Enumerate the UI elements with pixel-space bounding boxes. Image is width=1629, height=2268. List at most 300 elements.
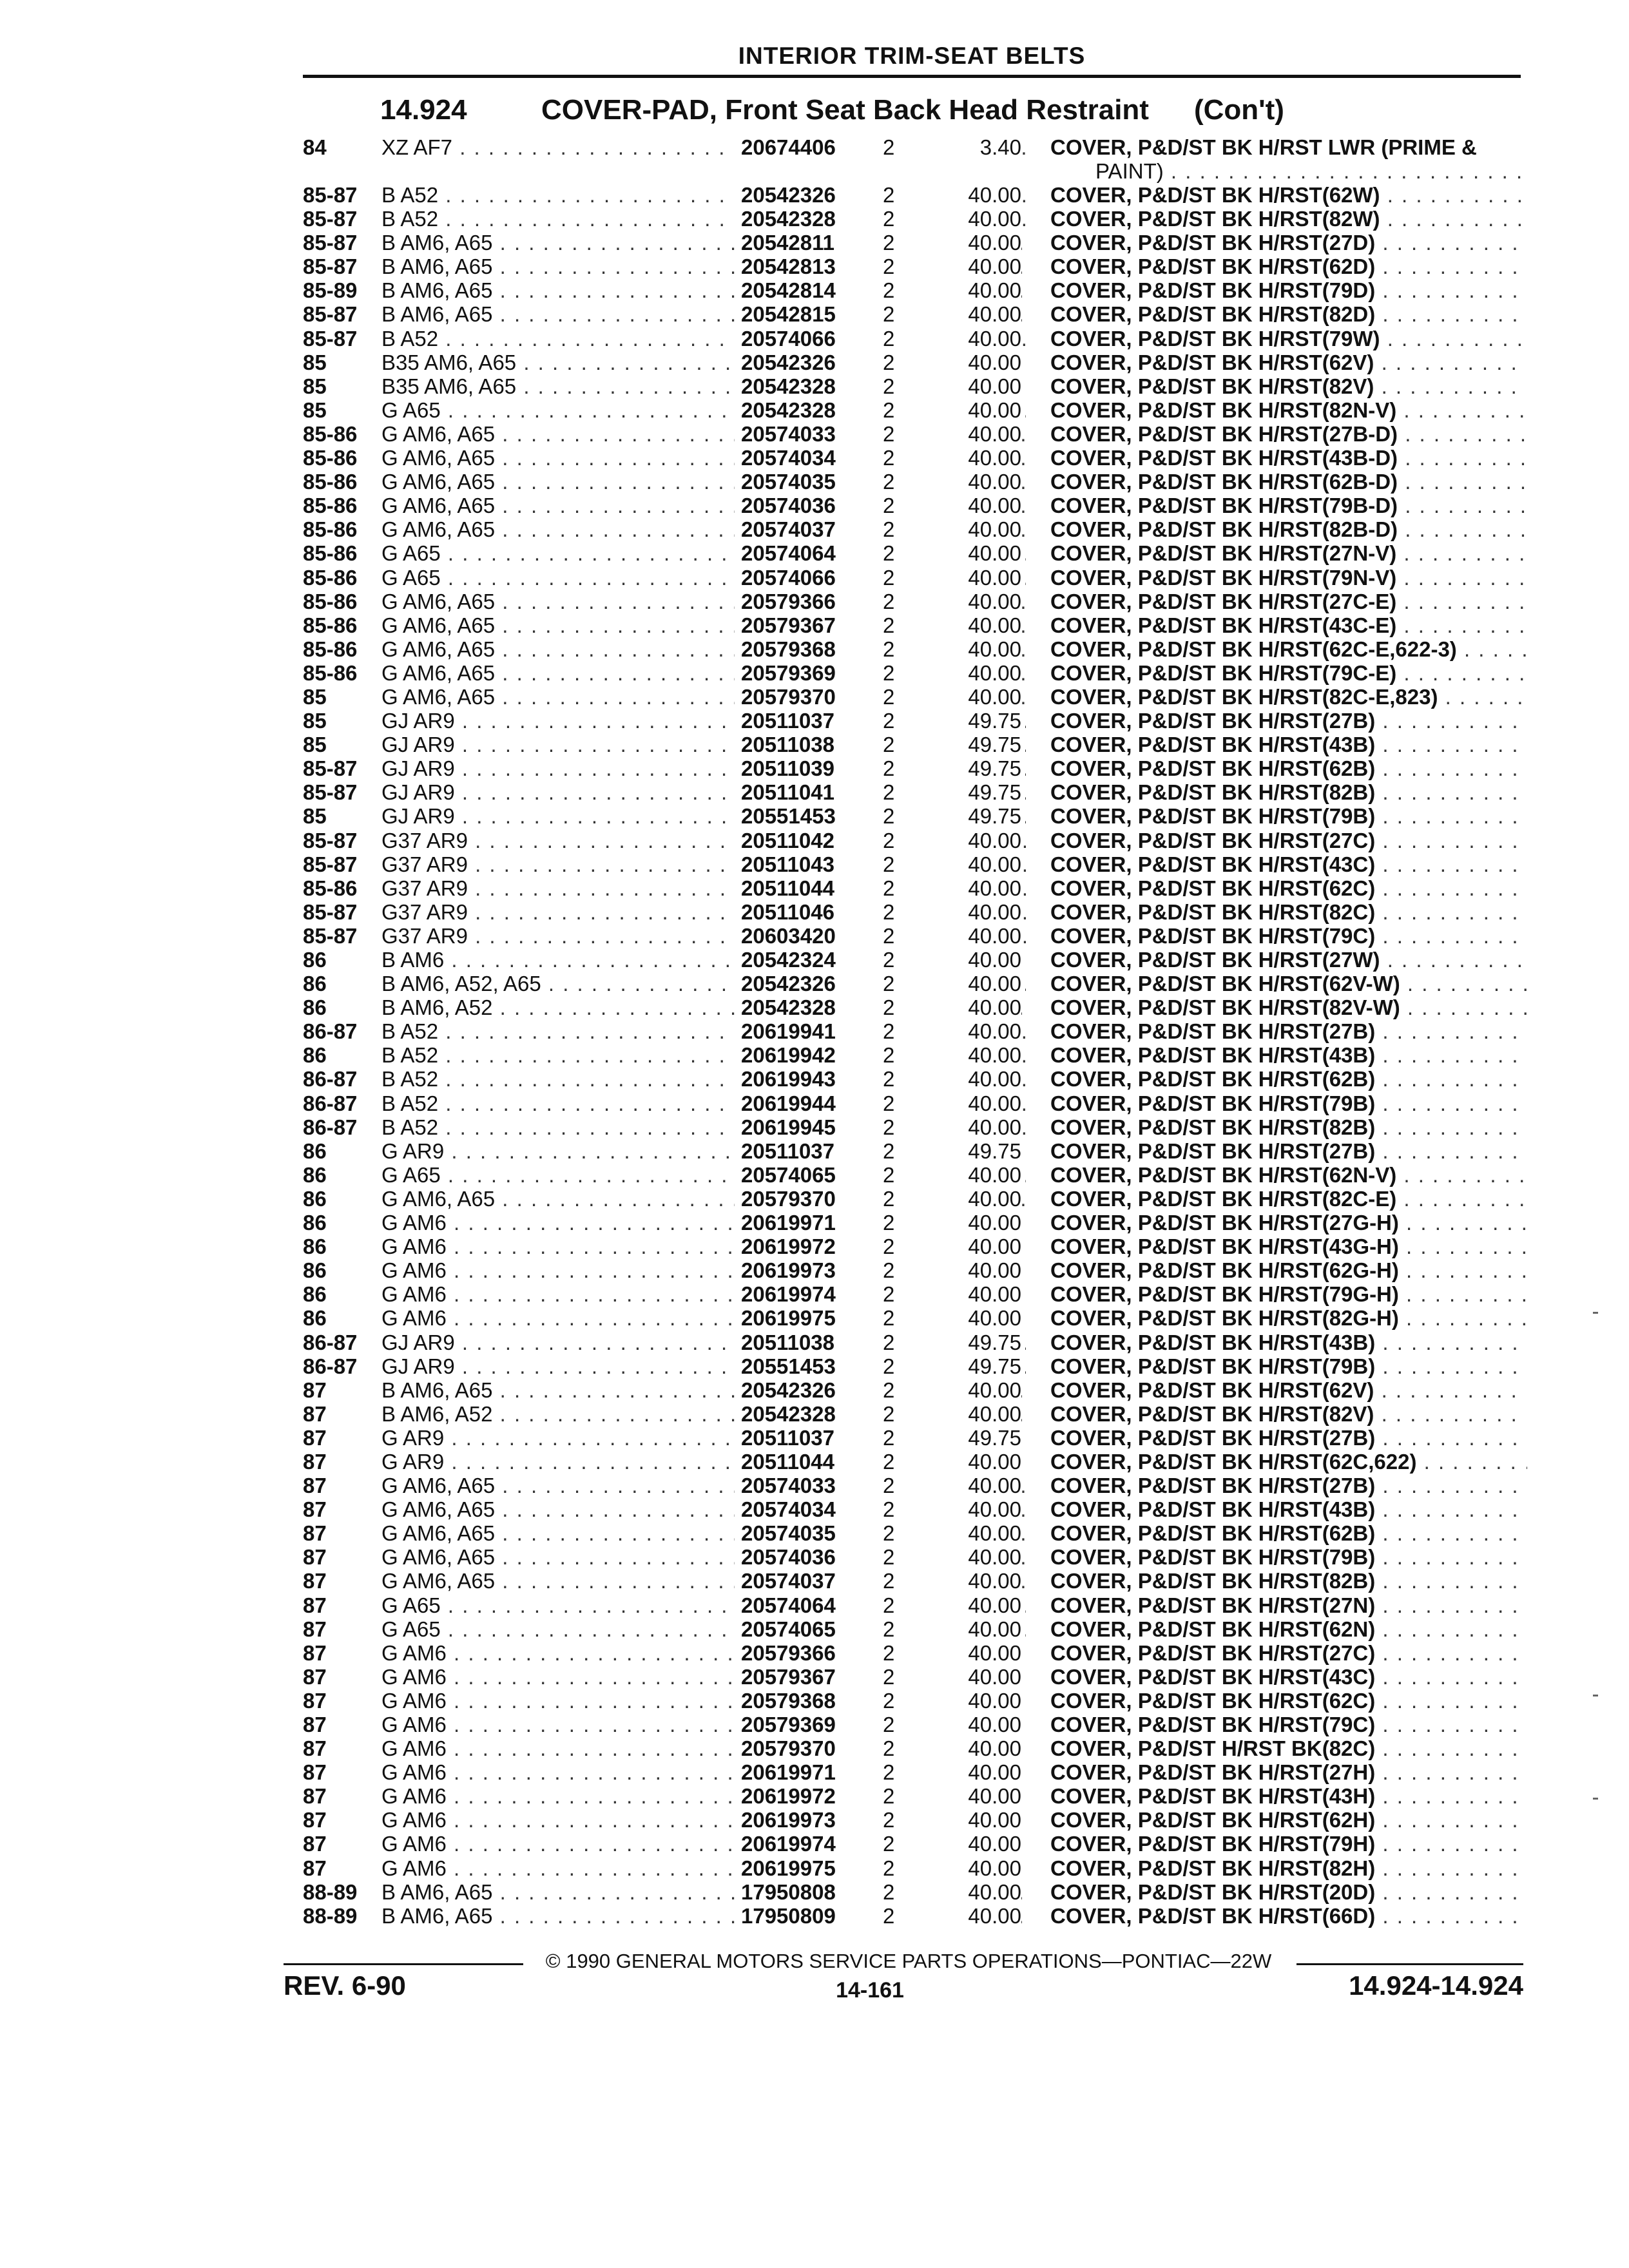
table-row [303,948,1527,972]
model-cell: G AM6 . . . [381,1282,1026,1306]
part-number-cell: 20579367 [735,613,934,637]
description-cell [1050,1689,1527,1713]
description-cell [1050,1880,1527,1904]
quantity-cell: 2 [883,804,921,828]
price-cell: 40.00 [934,900,1021,924]
table-row [303,1306,1527,1330]
section-continued: (Con't) [1193,94,1284,126]
model-cell: G AM6 . . . [381,1713,1026,1736]
table-row [303,1593,1527,1617]
model-cell: G AR9 . . . [381,1450,1026,1474]
description-text: COVER, P&D/ST BK H/RST(27W) [1050,948,1380,972]
year-cell: 85-86 [303,421,358,446]
description-cell [1050,995,1527,1019]
part-number-cell: 20619943 [735,1067,934,1091]
quantity-cell: 2 [883,494,921,517]
description-cell [1050,374,1527,398]
year-cell: 86 [303,1306,327,1331]
description-cell [1050,900,1527,924]
year-cell: 85 [303,804,327,829]
year-cell: 87 [303,1784,327,1809]
table-row [303,327,1527,351]
price-cell: 40.00 [934,1474,1021,1497]
quantity-cell: 2 [883,327,921,351]
table-row [303,685,1527,709]
description-text: COVER, P&D/ST BK H/RST LWR (PRIME & [1050,135,1477,159]
table-row [303,255,1527,278]
part-number-cell: 20574037 [735,1569,934,1593]
part-number-cell: 20619974 [735,1282,934,1306]
price-cell: 40.00 [934,517,1021,541]
model-cell: GJ AR9 . . . [381,780,1026,804]
section-heading: COVER-PAD, Front Seat Back Head Restraint [541,94,1149,126]
price-cell: 40.00 [934,541,1021,565]
price-cell: 49.75 [934,709,1021,733]
table-row [303,637,1527,661]
table-row [303,1641,1527,1665]
table-row [303,1426,1527,1450]
year-cell: 86-87 [303,1354,358,1378]
quantity-cell: 2 [883,1211,921,1235]
description-text: COVER, P&D/ST BK H/RST(79C) [1050,1713,1376,1736]
table-row [303,924,1527,948]
description-text: COVER, P&D/ST BK H/RST(27B-D) [1050,421,1398,446]
year-cell: 85 [303,374,327,398]
description-cell [1050,278,1527,302]
table-row [303,1665,1527,1689]
price-cell: 40.00 [934,637,1021,661]
model-cell: G AM6, A65 . . . [381,1569,1026,1593]
quantity-cell: 2 [883,470,921,494]
description-cell [1050,207,1527,231]
part-number-cell: 20574034 [735,1497,934,1521]
year-cell: 86 [303,972,327,996]
price-cell: 40.00 [934,1569,1021,1593]
quantity-cell: 2 [883,278,921,302]
part-number-cell: 20579369 [735,1713,934,1736]
price-cell: 40.00 [934,255,1021,278]
year-cell: 86-87 [303,1330,358,1354]
model-cell: B A52 . . . [381,1067,1026,1091]
table-row [303,1736,1527,1760]
part-number-cell: 20579368 [735,1689,934,1713]
part-number-cell: 20542326 [735,183,934,207]
description-cell [1050,709,1527,733]
year-cell: 85-86 [303,660,358,685]
table-row [303,1450,1527,1474]
description-text: COVER, P&D/ST BK H/RST(82G-H) [1050,1306,1399,1331]
year-cell: 87 [303,1713,327,1736]
part-number-cell: 20574066 [735,566,934,590]
description-text: COVER, P&D/ST BK H/RST(62B-D) [1050,470,1398,494]
price-cell: 40.00 [934,1497,1021,1521]
description-text: COVER, P&D/ST BK H/RST(27D) [1050,231,1376,255]
model-cell: GJ AR9 . . . [381,709,1026,733]
quantity-cell: 2 [883,661,921,685]
price-cell: 40.00 [934,1760,1021,1784]
description-text: COVER, P&D/ST BK H/RST(20D) [1050,1879,1376,1904]
description-text: COVER, P&D/ST BK H/RST(62C,622) [1050,1449,1417,1474]
model-cell: G AM6, A65 . . . [381,1545,1026,1569]
table-row [303,1043,1527,1067]
quantity-cell: 2 [883,613,921,637]
model-cell: G AM6, A65 . . . [381,685,1026,709]
price-cell: 40.00 [934,685,1021,709]
description-text: COVER, P&D/ST BK H/RST(62N-V) [1050,1162,1397,1187]
description-text: COVER, P&D/ST BK H/RST(82C-E) [1050,1186,1397,1211]
quantity-cell: 2 [883,1163,921,1187]
model-cell: G AM6 . . . [381,1736,1026,1760]
description-cell [1050,422,1527,446]
year-cell: 85-87 [303,207,358,231]
part-number-cell: 20511042 [735,829,934,852]
model-cell: G AM6 . . . [381,1689,1026,1713]
description-cell [1050,924,1527,948]
description-text: COVER, P&D/ST BK H/RST(82D) [1050,302,1376,327]
year-cell: 86-87 [303,1067,358,1091]
description-cell [1050,1713,1527,1736]
price-cell: 49.75 [934,756,1021,780]
table-row [303,1808,1527,1832]
quantity-cell: 2 [883,1641,921,1665]
description-text: COVER, P&D/ST BK H/RST(79C) [1050,923,1376,948]
table-row [303,1402,1527,1426]
year-cell: 85 [303,684,327,709]
price-cell: 40.00 [934,852,1021,876]
price-cell: 40.00 [934,661,1021,685]
part-number-cell: 20579368 [735,637,934,661]
model-cell: B A52 . . . [381,1019,1026,1043]
description-cell [1050,1832,1527,1856]
table-row [303,541,1527,565]
table-row [303,1617,1527,1641]
year-cell: 87 [303,1808,327,1832]
description-text: COVER, P&D/ST BK H/RST(82B-D) [1050,517,1398,542]
part-number-cell: 20579366 [735,1641,934,1665]
model-cell: B A52 . . . [381,327,1026,351]
description-cell [1050,590,1527,613]
table-row [303,1163,1527,1187]
year-cell: 86-87 [303,1091,358,1115]
quantity-cell: 2 [883,590,921,613]
year-cell: 85-87 [303,183,358,207]
quantity-cell: 2 [883,995,921,1019]
description-cell [1050,852,1527,876]
year-cell: 85-86 [303,876,358,900]
price-cell: 40.00 [934,1904,1021,1928]
part-number-cell: 20579370 [735,1187,934,1211]
quantity-cell: 2 [883,446,921,470]
table-row [303,900,1527,924]
price-cell: 40.00 [934,374,1021,398]
table-row [303,590,1527,613]
quantity-cell: 2 [883,1665,921,1689]
price-cell: 40.00 [934,1235,1021,1258]
part-number-cell: 20542328 [735,1402,934,1426]
model-cell: B A52 . . . [381,183,1026,207]
part-number-cell: 20511046 [735,900,934,924]
description-cell [1050,1306,1527,1330]
quantity-cell: 2 [883,1713,921,1736]
part-number-cell: 20574064 [735,1593,934,1617]
description-text: COVER, P&D/ST BK H/RST(43C-E) [1050,613,1397,637]
quantity-cell: 2 [883,900,921,924]
year-cell: 85 [303,733,327,757]
price-cell: 40.00 [934,351,1021,374]
description-cell [1050,1808,1527,1832]
quantity-cell: 2 [883,1115,921,1139]
description-cell [1050,1139,1527,1163]
year-cell: 87 [303,1569,327,1593]
price-cell: 40.00 [934,1163,1021,1187]
description-text: COVER, P&D/ST BK H/RST(62B) [1050,1521,1376,1546]
price-cell: 40.00 [934,566,1021,590]
table-row [303,780,1527,804]
model-cell: B AM6, A65 . . . [381,231,1026,255]
description-text: COVER, P&D/ST BK H/RST(27B) [1050,1425,1376,1450]
quantity-cell: 2 [883,231,921,255]
description-cell [1050,948,1527,972]
model-cell: B AM6, A65 . . . [381,1880,1026,1904]
table-row [303,1904,1527,1928]
model-cell: G A65 . . . [381,566,1026,590]
part-number-cell: 20542328 [735,398,934,422]
part-number-cell: 20574064 [735,541,934,565]
part-number-cell: 20542814 [735,278,934,302]
description-cell [1050,517,1527,541]
table-row [303,183,1527,207]
price-cell: 40.00 [934,1641,1021,1665]
part-number-cell: 20511037 [735,1139,934,1163]
model-cell: G AM6 . . . [381,1211,1026,1235]
price-cell: 40.00 [934,948,1021,972]
year-cell: 87 [303,1474,327,1498]
description-cell [1050,661,1527,685]
quantity-cell: 2 [883,1019,921,1043]
quantity-cell: 2 [883,1808,921,1832]
description-text: COVER, P&D/ST BK H/RST(62C-E,622-3) [1050,637,1457,661]
year-cell: 86 [303,1211,327,1235]
year-cell: 87 [303,1401,327,1426]
price-cell: 40.00 [934,1306,1021,1330]
description-cell [1050,1641,1527,1665]
description-cell [1050,1497,1527,1521]
model-cell: B A52 . . . [381,1091,1026,1115]
part-number-cell: 20542813 [735,255,934,278]
table-row [303,1282,1527,1306]
year-cell: 85-87 [303,923,358,948]
price-cell: 49.75 [934,1331,1021,1354]
description-cell [1050,1354,1527,1378]
price-cell: 49.75 [934,804,1021,828]
description-cell [1050,1019,1527,1043]
price-cell: 40.00 [934,613,1021,637]
description-cell [1050,780,1527,804]
description-text: COVER, P&D/ST BK H/RST(79C-E) [1050,660,1397,685]
price-cell: 40.00 [934,1187,1021,1211]
part-number-cell: 20511044 [735,1450,934,1474]
description-cell [1050,1617,1527,1641]
quantity-cell: 2 [883,541,921,565]
quantity-cell: 2 [883,1331,921,1354]
description-text: COVER, P&D/ST BK H/RST(27B) [1050,1019,1376,1044]
price-cell: 40.00 [934,1784,1021,1808]
description-cell [1050,1282,1527,1306]
quantity-cell: 2 [883,1450,921,1474]
model-cell: B A52 . . . [381,207,1026,231]
table-row [303,1115,1527,1139]
description-text: COVER, P&D/ST BK H/RST(62B) [1050,756,1376,781]
year-cell: 87 [303,1449,327,1474]
price-cell: 40.00 [934,1689,1021,1713]
year-cell: 85-86 [303,446,358,470]
table-row [303,1784,1527,1808]
section-number: 14.924 [380,94,467,126]
year-cell: 87 [303,1760,327,1785]
description-cell [1050,1474,1527,1497]
part-number-cell: 20619945 [735,1115,934,1139]
description-text: COVER, P&D/ST BK H/RST(27C-E) [1050,589,1397,613]
model-cell: GJ AR9 . . . [381,756,1026,780]
part-number-cell: 20574034 [735,446,934,470]
price-cell: 40.00 [934,398,1021,422]
price-cell: 40.00 [934,278,1021,302]
description-cell [1050,1569,1527,1593]
description-text: COVER, P&D/ST BK H/RST(62C) [1050,1688,1376,1713]
price-cell: 40.00 [934,422,1021,446]
model-cell: G AM6, A65 . . . [381,494,1026,517]
part-number-cell: 20511037 [735,1426,934,1450]
price-cell: 3.40 [934,135,1021,159]
description-cell [1050,613,1527,637]
quantity-cell: 2 [883,135,921,159]
quantity-cell: 2 [883,517,921,541]
description-cell [1050,972,1527,995]
year-cell: 85-87 [303,852,358,876]
price-cell: 40.00 [934,1521,1021,1545]
table-row [303,661,1527,685]
quantity-cell: 2 [883,1497,921,1521]
description-text: COVER, P&D/ST BK H/RST(43B) [1050,1043,1376,1068]
table-row [303,852,1527,876]
description-text: COVER, P&D/ST BK H/RST(43B) [1050,1330,1376,1354]
model-cell: G AM6 . . . [381,1760,1026,1784]
model-cell: G AM6, A65 . . . [381,517,1026,541]
description-text: COVER, P&D/ST BK H/RST(82B) [1050,1569,1376,1593]
part-number-cell: 20619942 [735,1043,934,1067]
price-cell: 40.00 [934,1378,1021,1402]
model-cell: G AM6, A65 . . . [381,661,1026,685]
model-cell: B35 AM6, A65 . . . [381,351,1026,374]
quantity-cell: 2 [883,1880,921,1904]
price-cell: 49.75 [934,733,1021,756]
description-cell [1050,1378,1527,1402]
description-cell [1050,1784,1527,1808]
description-text: COVER, P&D/ST BK H/RST(66D) [1050,1903,1376,1928]
description-text: COVER, P&D/ST BK H/RST(62C) [1050,876,1376,900]
part-number-cell: 20619971 [735,1760,934,1784]
year-cell: 86 [303,1162,327,1187]
model-cell: G AM6 . . . [381,1306,1026,1330]
model-cell: GJ AR9 . . . [381,733,1026,756]
description-cell [1050,327,1527,351]
quantity-cell: 2 [883,1139,921,1163]
part-number-cell: 20619941 [735,1019,934,1043]
part-number-cell: 20579366 [735,590,934,613]
year-cell: 87 [303,1521,327,1546]
quantity-cell: 2 [883,756,921,780]
model-cell: G AM6, A65 . . . [381,590,1026,613]
model-cell: G AR9 . . . [381,1426,1026,1450]
price-cell: 40.00 [934,1832,1021,1856]
table-row [303,1235,1527,1258]
part-number-cell: 20511044 [735,876,934,900]
description-cell [1050,685,1527,709]
description-text: COVER, P&D/ST BK H/RST(82B) [1050,780,1376,805]
description-cell [1050,1904,1527,1928]
year-cell: 85-86 [303,470,358,494]
price-cell: 40.00 [934,1450,1021,1474]
year-cell: 87 [303,1736,327,1761]
description-cell [1050,566,1527,590]
table-row [303,1880,1527,1904]
model-cell: B AM6, A65 . . . [381,302,1026,326]
description-cell [1050,1450,1527,1474]
part-number-cell: 20574035 [735,470,934,494]
part-number-cell: 20619972 [735,1784,934,1808]
quantity-cell: 2 [883,1067,921,1091]
description-cell [1050,733,1527,756]
description-cell [1050,829,1527,852]
year-cell: 85-86 [303,565,358,590]
model-cell: B AM6, A65 . . . [381,255,1026,278]
description-text: COVER, P&D/ST BK H/RST(82W) [1050,207,1380,231]
table-row [303,1569,1527,1593]
model-cell: GJ AR9 . . . [381,1331,1026,1354]
description-text: COVER, P&D/ST BK H/RST(79B) [1050,804,1376,829]
year-cell: 85-86 [303,589,358,613]
year-cell: 86 [303,1258,327,1283]
year-cell: 87 [303,1497,327,1522]
table-row [303,1019,1527,1043]
price-cell: 40.00 [934,470,1021,494]
quantity-cell: 2 [883,924,921,948]
price-cell: 49.75 [934,1139,1021,1163]
description-text: COVER, P&D/ST BK H/RST(27B) [1050,709,1376,733]
quantity-cell: 2 [883,351,921,374]
part-number-cell: 20542326 [735,351,934,374]
table-row [303,733,1527,756]
part-number-cell: 20579370 [735,685,934,709]
price-cell: 40.00 [934,924,1021,948]
year-cell: 85-87 [303,899,358,924]
table-row [303,446,1527,470]
section-title [380,94,1284,126]
part-number-cell: 20511043 [735,852,934,876]
description-text: COVER, P&D/ST BK H/RST(79N-V) [1050,565,1397,590]
quantity-cell: 2 [883,207,921,231]
description-text: COVER, P&D/ST BK H/RST(79W) [1050,326,1380,351]
table-row [303,1211,1527,1235]
table-row [303,1474,1527,1497]
price-cell: 40.00 [934,1282,1021,1306]
price-cell: 40.00 [934,231,1021,255]
description-text: COVER, P&D/ST BK H/RST(62G-H) [1050,1258,1399,1283]
model-cell: G A65 . . . [381,1163,1026,1187]
part-number-cell: 20603420 [735,924,934,948]
description-cell [1050,541,1527,565]
description-text: COVER, P&D/ST BK H/RST(27G-H) [1050,1211,1399,1235]
